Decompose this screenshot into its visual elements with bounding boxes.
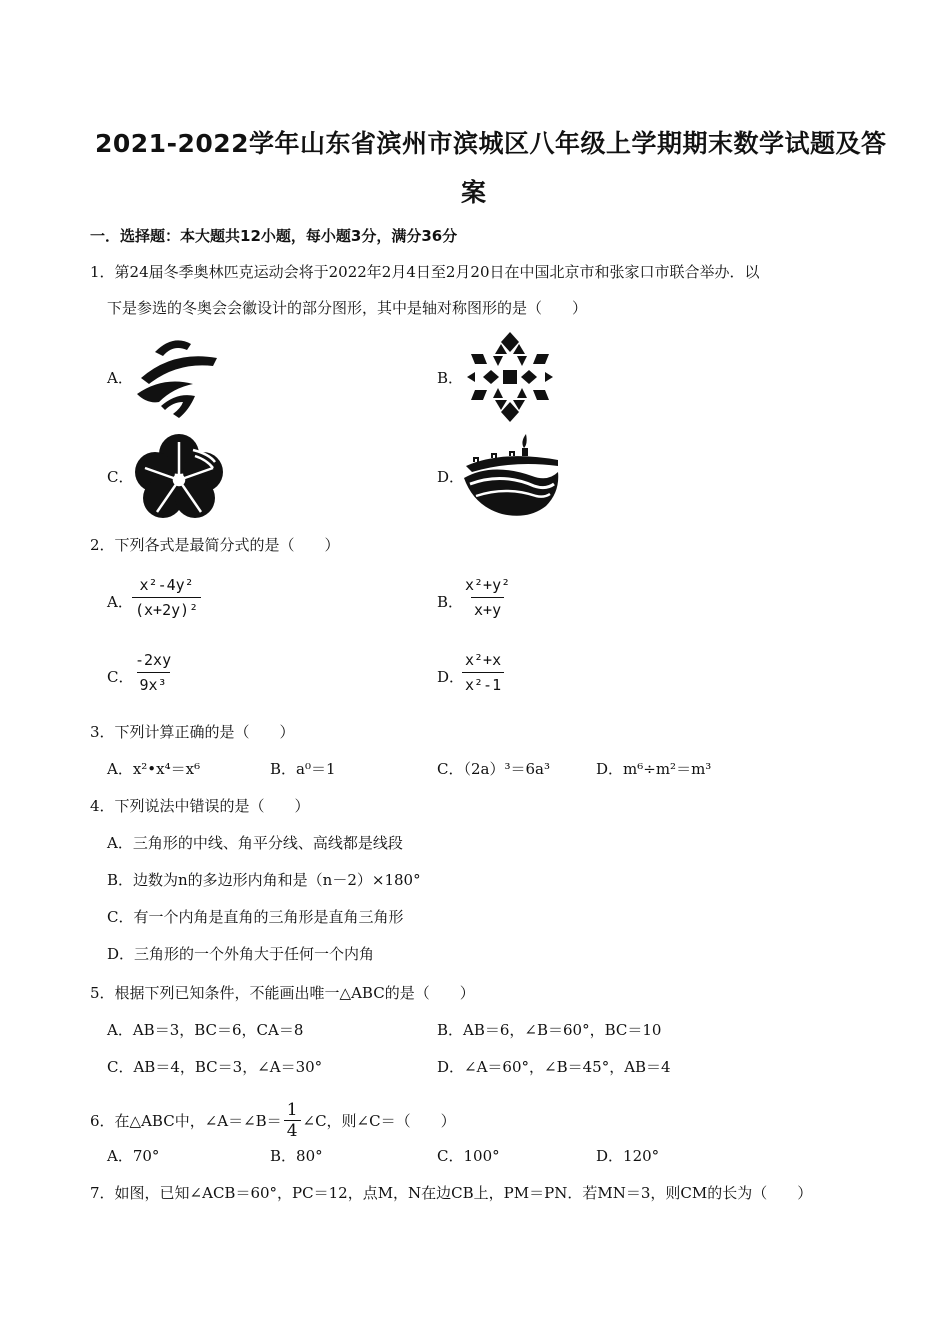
q3-stem: 3．下列计算正确的是（ ） [90,723,295,741]
q2-label-c: C． [107,668,134,686]
q1-emblem-a-image [133,332,223,424]
q2-label-d: D． [437,668,465,686]
q1-stem-line1: 1．第24届冬季奥林匹克运动会将于2022年2月4日至2月20日在中国北京市和张家口市联合举办．以 [90,263,760,281]
q2-a-denominator: (x+2y)² [132,597,201,619]
q3-option-b: B．a⁰＝1 [270,760,336,778]
q5-option-d: D．∠A＝60°，∠B＝45°，AB＝4 [437,1058,671,1076]
q2-fraction-c [132,651,174,694]
q5-option-b: B．AB＝6，∠B＝60°，BC＝10 [437,1021,662,1039]
q2-d-denominator: x²-1 [462,672,504,694]
q4-option-b: B．边数为n的多边形内角和是（n－2）×180° [107,871,421,889]
q5-option-a: A．AB＝3，BC＝6，CA＝8 [107,1021,304,1039]
q6-option-d: D．120° [596,1147,660,1165]
q1-label-a: A． [107,369,133,387]
q2-label-b: B． [437,593,464,611]
q4-stem: 4．下列说法中错误的是（ ） [90,797,310,815]
q2-b-denominator: x+y [471,597,504,619]
q2-a-numerator: x²-4y² [139,576,194,594]
q2-c-numerator: -2xy [135,651,172,669]
q6-option-b: B．80° [270,1147,323,1165]
q6-stem [90,1100,456,1141]
q6-fraction-denominator: 4 [284,1120,301,1141]
q2-label-a: A． [107,593,133,611]
q5-option-c: C．AB＝4，BC＝3，∠A＝30° [107,1058,323,1076]
q6-stem-suffix: ∠C，则∠C＝（ ） [302,1111,456,1130]
q6-option-c: C．100° [437,1147,500,1165]
q6-stem-prefix: 6．在△ABC中，∠A＝∠B＝ [90,1111,282,1130]
q3-option-a: A．x²•x⁴＝x⁶ [107,760,201,778]
q3-option-d: D．m⁶÷m²＝m³ [596,760,712,778]
q1-label-d: D． [437,468,465,486]
q6-fraction [284,1100,301,1141]
q2-fraction-d [462,651,504,694]
q2-fraction-b [462,576,513,619]
q2-b-numerator: x²+y² [465,576,511,594]
q7-stem: 7．如图，已知∠ACB＝60°，PC＝12，点M，N在边CB上，PM＝PN．若MN＝3，则CM的长为（ ） [90,1184,813,1202]
q6-fraction-numerator: 1 [286,1100,298,1120]
doc-title-line1: 2021-2022学年山东省滨州市滨城区八年级上学期期末数学试题及答 [95,129,887,158]
q1-emblem-d-image [462,432,562,520]
section-heading: 一．选择题：本大题共12小题，每小题3分，满分36分 [90,227,458,245]
q2-stem: 2．下列各式是最简分式的是（ ） [90,536,340,554]
q2-d-numerator: x²+x [465,651,502,669]
q1-emblem-c-image [133,432,225,522]
q2-fraction-a [132,576,201,619]
q4-option-c: C．有一个内角是直角的三角形是直角三角形 [107,908,404,926]
q1-label-c: C． [107,468,134,486]
q5-stem: 5．根据下列已知条件，不能画出唯一△ABC的是（ ） [90,984,475,1002]
q2-c-denominator: 9x³ [137,672,170,694]
q4-option-a: A．三角形的中线、角平分线、高线都是线段 [107,834,403,852]
doc-title-line2: 案 [461,178,487,207]
q1-stem-line2: 下是参选的冬奥会会徽设计的部分图形，其中是轴对称图形的是（ ） [107,299,588,317]
q6-option-a: A．70° [107,1147,160,1165]
q1-emblem-b-image [463,330,557,424]
q3-option-c: C．（2a）³＝6a³ [437,760,550,778]
q4-option-d: D．三角形的一个外角大于任何一个内角 [107,945,375,963]
q1-label-b: B． [437,369,464,387]
